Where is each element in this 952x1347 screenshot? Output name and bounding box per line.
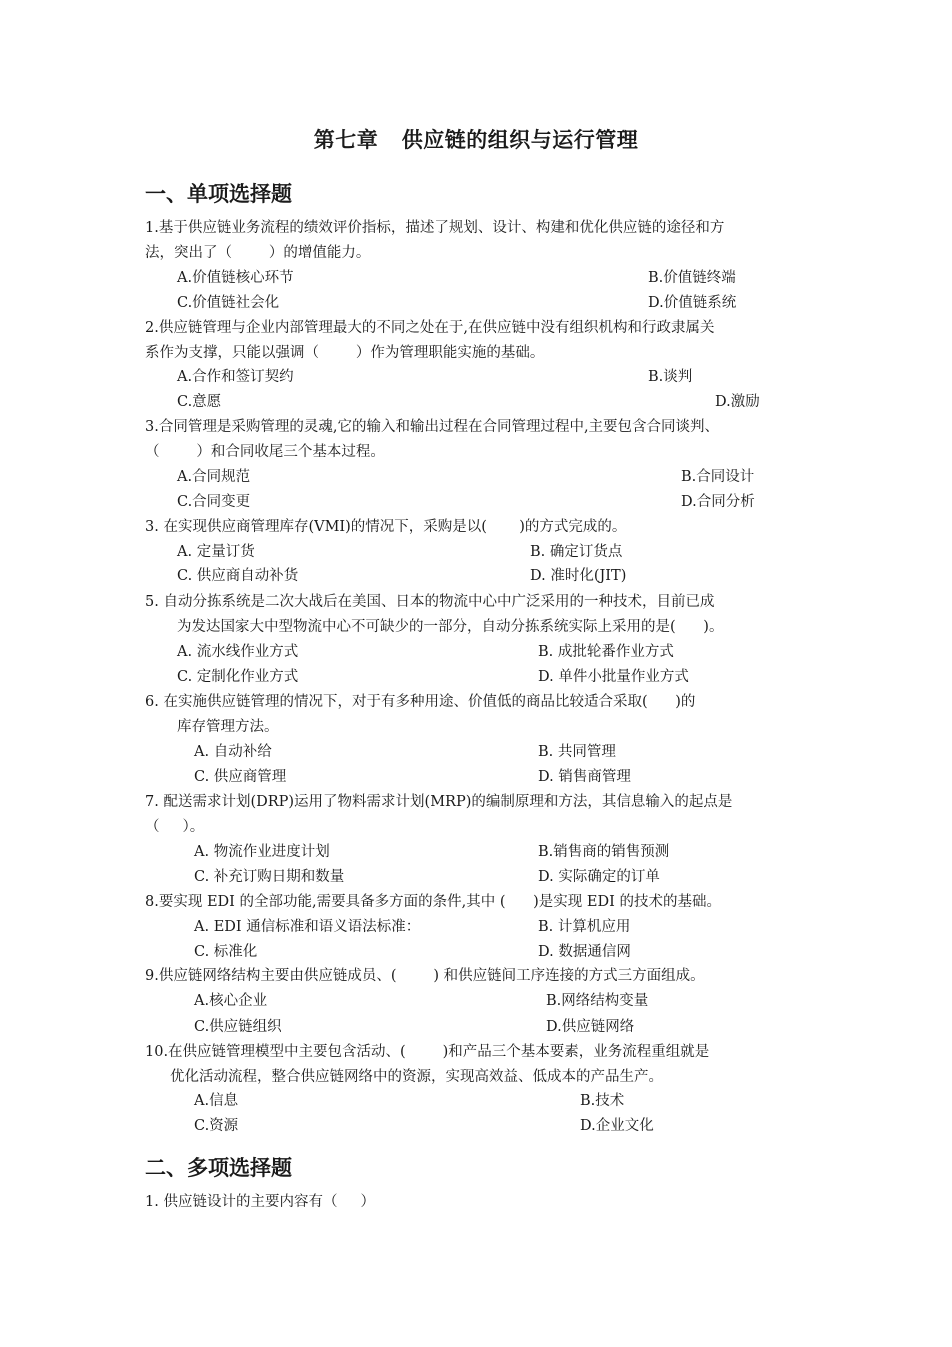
question-1-option-b: B.价值链终端 — [648, 270, 736, 286]
question-8-option-b: B. 计算机应用 — [538, 919, 631, 935]
question-3-option-d: D.合同分析 — [681, 494, 755, 510]
question-3-text-cont: （ ）和合同收尾三个基本过程。 — [145, 444, 385, 460]
chapter-title: 第七章 供应链的组织与运行管理 — [313, 128, 639, 152]
question-5-option-c: C. 定制化作业方式 — [177, 669, 299, 685]
question-7-text: 7. 配送需求计划(DRP)运用了物料需求计划(MRP)的编制原理和方法，其信息输入的起点是 — [145, 794, 733, 810]
question-6-option-d: D. 销售商管理 — [538, 769, 631, 785]
multi-question-1-text: 1. 供应链设计的主要内容有（ ） — [145, 1194, 375, 1210]
question-9-option-b: B.网络结构变量 — [546, 993, 649, 1009]
question-2-option-d: D.激励 — [715, 394, 760, 410]
question-4-option-a: A. 定量订货 — [177, 544, 255, 560]
question-5-option-a: A. 流水线作业方式 — [177, 644, 299, 660]
question-9-option-d: D.供应链网络 — [546, 1019, 635, 1035]
question-6-option-a: A. 自动补给 — [194, 744, 272, 760]
question-5-text-cont: 为发达国家大中型物流中心不可缺少的一部分，自动分拣系统实际上采用的是( )。 — [177, 619, 724, 635]
question-1-text: 1.基于供应链业务流程的绩效评价指标，描述了规划、设计、构建和优化供应链的途径和方 — [145, 220, 725, 236]
question-7-option-a: A. 物流作业进度计划 — [194, 844, 330, 860]
question-3-option-a: A.合同规范 — [177, 469, 251, 485]
question-1-option-c: C.价值链社会化 — [177, 295, 280, 311]
question-2-option-b: B.谈判 — [648, 369, 693, 385]
question-8-text: 8.要实现 EDI 的全部功能,需要具备多方面的条件,其中 ( )是实现 EDI 的技术的基础。 — [145, 894, 721, 910]
question-3-option-b: B.合同设计 — [681, 469, 755, 485]
question-10-option-b: B.技术 — [580, 1093, 625, 1109]
question-8-option-d: D. 数据通信网 — [538, 944, 631, 960]
section-heading-single-choice: 一、单项选择题 — [145, 182, 292, 206]
question-8-option-a: A. EDI 通信标准和语义语法标准： — [194, 919, 421, 935]
question-2-text-cont: 系作为支撑，只能以强调（ ）作为管理职能实施的基础。 — [145, 345, 545, 361]
question-1-option-d: D.价值链系统 — [648, 295, 737, 311]
question-4-option-d: D. 准时化(JIT) — [530, 568, 627, 584]
question-2-text: 2.供应链管理与企业内部管理最大的不同之处在于,在供应链中没有组织机构和行政隶属关 — [145, 320, 715, 336]
question-5-text: 5. 自动分拣系统是二次大战后在美国、日本的物流中心中广泛采用的一种技术，目前已成 — [145, 594, 715, 610]
question-7-option-d: D. 实际确定的订单 — [538, 869, 660, 885]
question-6-text: 6. 在实施供应链管理的情况下，对于有多种用途、价值低的商品比较适合采取( )的 — [145, 694, 696, 710]
question-3-text: 3.合同管理是采购管理的灵魂,它的输入和输出过程在合同管理过程中,主要包含合同谈判、 — [145, 419, 720, 435]
question-10-option-a: A.信息 — [194, 1093, 239, 1109]
question-4-option-c: C. 供应商自动补货 — [177, 568, 299, 584]
question-2-option-a: A.合作和签订契约 — [177, 369, 294, 385]
question-9-option-c: C.供应链组织 — [194, 1019, 282, 1035]
question-7-option-b: B.销售商的销售预测 — [538, 844, 670, 860]
question-10-option-c: C.资源 — [194, 1118, 239, 1134]
question-10-text: 10.在供应链管理模型中主要包含活动、( )和产品三个基本要素，业务流程重组就是 — [145, 1044, 710, 1060]
question-7-option-c: C. 补充订购日期和数量 — [194, 869, 345, 885]
question-10-text-cont: 优化活动流程，整合供应链网络中的资源，实现高效益、低成本的产品生产。 — [170, 1069, 663, 1085]
question-7-text-cont: （ ）。 — [145, 819, 205, 835]
question-6-text-cont: 库存管理方法。 — [177, 719, 279, 735]
question-1-option-a: A.价值链核心环节 — [177, 270, 294, 286]
question-1-text-cont: 法，突出了（ ）的增值能力。 — [145, 245, 371, 261]
question-10-option-d: D.企业文化 — [580, 1118, 654, 1134]
question-8-option-c: C. 标准化 — [194, 944, 258, 960]
section-heading-multiple-choice: 二、多项选择题 — [145, 1156, 292, 1180]
question-6-option-c: C. 供应商管理 — [194, 769, 287, 785]
question-4-option-b: B. 确定订货点 — [530, 544, 623, 560]
question-5-option-d: D. 单件小批量作业方式 — [538, 669, 689, 685]
question-6-option-b: B. 共同管理 — [538, 744, 616, 760]
question-4-text: 3. 在实现供应商管理库存(VMI)的情况下，采购是以( )的方式完成的。 — [145, 519, 627, 535]
question-9-text: 9.供应链网络结构主要由供应链成员、( ) 和供应链间工序连接的方式三方面组成。 — [145, 968, 705, 984]
question-2-option-c: C.意愿 — [177, 394, 222, 410]
question-9-option-a: A.核心企业 — [194, 993, 268, 1009]
question-5-option-b: B. 成批轮番作业方式 — [538, 644, 674, 660]
question-3-option-c: C.合同变更 — [177, 494, 251, 510]
